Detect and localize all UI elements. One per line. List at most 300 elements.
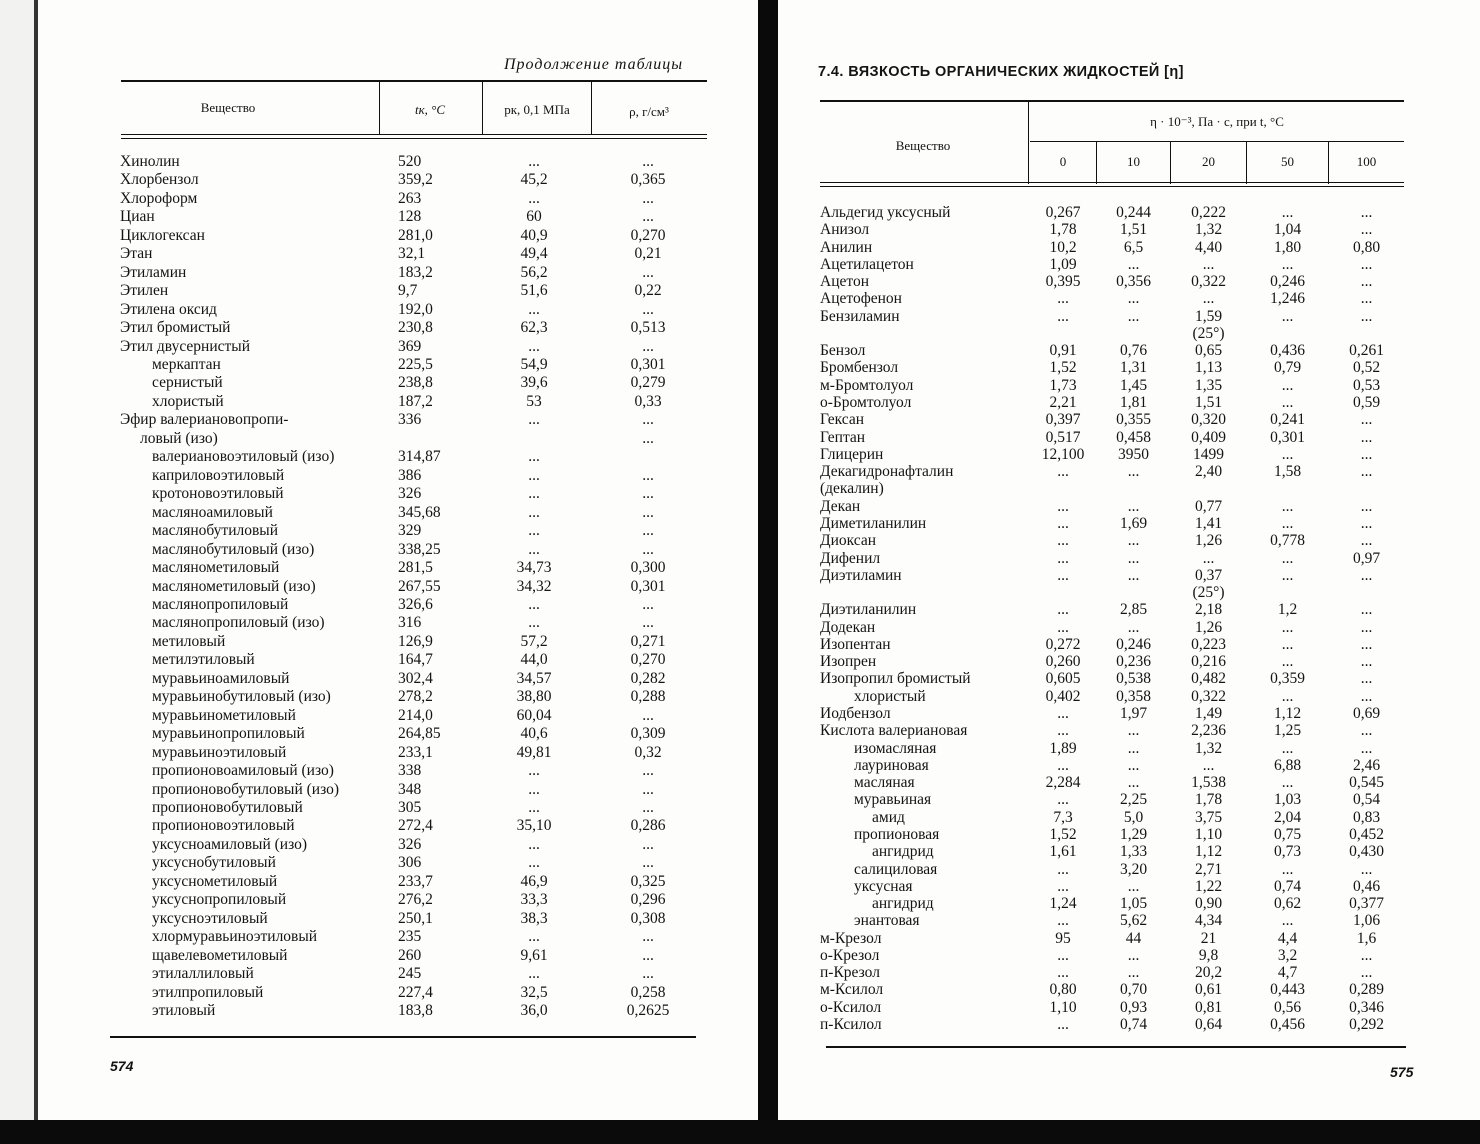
viscosity-value: 0,74	[1119, 1016, 1148, 1033]
critical-temperature: 267,55	[398, 578, 441, 595]
substance-name: Додекан	[820, 619, 876, 636]
critical-temperature: 225,5	[398, 356, 433, 373]
table-row	[38, 393, 758, 410]
viscosity-value: 2,85	[1119, 601, 1148, 618]
density: 0,32	[634, 744, 662, 761]
viscosity-value: ...	[1360, 532, 1373, 549]
table-row	[778, 325, 1480, 342]
viscosity-value: 0,244	[1116, 204, 1151, 221]
critical-temperature: 302,4	[398, 670, 433, 687]
viscosity-value: ...	[1281, 515, 1294, 532]
table-row	[778, 480, 1480, 497]
table-row	[778, 619, 1480, 636]
table-row	[778, 1016, 1480, 1033]
density: 0,21	[634, 245, 662, 262]
viscosity-value: 1,26	[1194, 619, 1223, 636]
substance-name: Диоксан	[820, 532, 877, 549]
viscosity-value: ...	[1127, 722, 1140, 739]
viscosity-value: ...	[1281, 394, 1294, 411]
density: 0,308	[630, 910, 666, 927]
critical-pressure: 44,0	[520, 651, 548, 668]
substance-name: пропионовобутиловый (изо)	[152, 781, 340, 798]
viscosity-value: 0,456	[1270, 1016, 1305, 1033]
density: 0,325	[630, 873, 666, 890]
table-row	[38, 227, 758, 244]
viscosity-value: ...	[1127, 290, 1140, 307]
substance-name: Этан	[120, 245, 153, 262]
substance-name: м-Бромтолуол	[820, 377, 914, 394]
viscosity-value: 1,59	[1194, 308, 1223, 325]
substance-name: этиловый	[152, 1002, 216, 1019]
substance-name: хлористый	[854, 688, 926, 705]
table-continuation-caption: Продолжение таблицы	[504, 56, 684, 73]
substance-name: Эфир валериановопропи-	[120, 411, 289, 428]
viscosity-value: ...	[1057, 878, 1069, 895]
critical-pressure: 38,3	[520, 910, 548, 927]
viscosity-value: ...	[1281, 774, 1294, 791]
critical-pressure: 33,3	[520, 891, 548, 908]
critical-pressure: 40,6	[520, 725, 548, 742]
substance-name: п-Крезол	[820, 964, 880, 981]
viscosity-value: ...	[1127, 740, 1140, 757]
table-row	[778, 273, 1480, 290]
right-page	[778, 0, 1480, 1120]
critical-pressure: 62,3	[520, 319, 548, 336]
header-top-rule	[121, 80, 707, 82]
header-temp-20: 20	[1202, 154, 1215, 169]
viscosity-value: 4,34	[1194, 912, 1223, 929]
substance-name: Циан	[120, 208, 155, 225]
critical-pressure: 38,80	[516, 688, 552, 705]
critical-temperature: 233,1	[398, 744, 433, 761]
density: ...	[642, 504, 654, 521]
critical-pressure: ...	[528, 190, 540, 207]
viscosity-value: ...	[1360, 498, 1373, 515]
critical-temperature: 314,87	[398, 448, 441, 465]
substance-name: Гептан	[820, 429, 866, 446]
viscosity-value: ...	[1127, 619, 1140, 636]
table-row	[38, 891, 758, 908]
table-row	[38, 356, 758, 373]
viscosity-value: 1,04	[1273, 221, 1302, 238]
critical-temperature: 336	[398, 411, 422, 428]
table-row	[778, 498, 1480, 515]
viscosity-value: 0,395	[1045, 273, 1081, 290]
viscosity-value: 1,33	[1119, 843, 1148, 860]
viscosity-value: 0,482	[1191, 670, 1226, 687]
critical-pressure: ...	[528, 928, 540, 945]
viscosity-value: 1,52	[1049, 359, 1077, 376]
viscosity-value: 0,289	[1349, 981, 1384, 998]
density: 0,2625	[626, 1002, 670, 1019]
density: ...	[642, 614, 654, 631]
header-bottom-rule	[121, 138, 707, 139]
viscosity-value: ...	[1360, 308, 1373, 325]
viscosity-value: ...	[1057, 912, 1069, 929]
viscosity-value: 1,32	[1194, 221, 1223, 238]
table-row	[778, 878, 1480, 895]
viscosity-value: 0,223	[1191, 636, 1226, 653]
critical-pressure: ...	[528, 338, 540, 355]
header-mid-rule	[820, 182, 1404, 183]
density: ...	[642, 799, 654, 816]
substance-name: Бензиламин	[820, 308, 900, 325]
critical-temperature: 345,68	[398, 504, 441, 521]
critical-pressure: ...	[528, 836, 540, 853]
table-row	[38, 208, 758, 225]
viscosity-value: 0,452	[1349, 826, 1384, 843]
viscosity-value: 0,320	[1191, 411, 1226, 428]
substance-name: пропионовая	[854, 826, 940, 843]
critical-pressure: 36,0	[520, 1002, 548, 1019]
viscosity-value: 7,3	[1053, 809, 1073, 826]
viscosity-value: ...	[1360, 290, 1373, 307]
substance-name: Глицерин	[820, 446, 884, 463]
substance-name: салициловая	[854, 861, 938, 878]
substance-name: (декалин)	[820, 480, 884, 497]
viscosity-value: ...	[1281, 308, 1294, 325]
critical-pressure: 53	[526, 393, 542, 410]
viscosity-value: 0,356	[1116, 273, 1151, 290]
critical-temperature: 348	[398, 781, 422, 798]
viscosity-value: 1,61	[1049, 843, 1077, 860]
viscosity-value: 0,97	[1352, 550, 1381, 567]
viscosity-value: 1,51	[1119, 221, 1148, 238]
substance-name: метиловый	[152, 633, 226, 650]
viscosity-value: 0,292	[1349, 1016, 1384, 1033]
density: 0,279	[630, 374, 666, 391]
substance-name: хлормуравьиноэтиловый	[152, 928, 318, 945]
viscosity-value: ...	[1360, 221, 1373, 238]
density: 0,288	[630, 688, 666, 705]
table-row	[778, 912, 1480, 929]
table-row	[778, 636, 1480, 653]
viscosity-value: ...	[1360, 619, 1373, 636]
viscosity-value: 0,37	[1194, 567, 1223, 584]
viscosity-value: 0,64	[1194, 1016, 1223, 1033]
density: ...	[642, 208, 654, 225]
table-row	[778, 999, 1480, 1016]
substance-name: этилаллиловый	[152, 965, 254, 982]
substance-name: маслянопропиловый (изо)	[152, 614, 325, 631]
viscosity-value: 1,80	[1273, 239, 1302, 256]
critical-pressure: 32,5	[520, 984, 548, 1001]
viscosity-value: ...	[1057, 308, 1069, 325]
critical-temperature: 192,0	[398, 301, 433, 318]
viscosity-value: 1,45	[1119, 377, 1148, 394]
density: 0,365	[630, 171, 666, 188]
density: 0,270	[630, 227, 666, 244]
viscosity-value: 0,409	[1191, 429, 1226, 446]
header-sub-rule	[1030, 141, 1404, 142]
viscosity-value: 4,40	[1194, 239, 1223, 256]
viscosity-value: ...	[1127, 550, 1140, 567]
table-row	[38, 688, 758, 705]
critical-pressure: 57,2	[520, 633, 548, 650]
critical-temperature: 250,1	[398, 910, 433, 927]
viscosity-value: 6,88	[1273, 757, 1302, 774]
substance-name: о-Ксилол	[820, 999, 882, 1016]
critical-temperature: 276,2	[398, 891, 433, 908]
density: ...	[642, 596, 654, 613]
viscosity-value: 2,25	[1119, 791, 1148, 808]
table-row	[38, 651, 758, 668]
viscosity-value: 0,358	[1116, 688, 1151, 705]
table-row	[778, 670, 1480, 687]
viscosity-value: ...	[1127, 878, 1140, 895]
critical-pressure: 60	[526, 208, 542, 225]
viscosity-value: ...	[1127, 498, 1140, 515]
page-number: 574	[110, 1058, 134, 1074]
density: ...	[642, 430, 654, 447]
viscosity-value: ...	[1057, 550, 1069, 567]
table-row	[38, 153, 758, 170]
substance-name: энантовая	[854, 912, 920, 929]
viscosity-value: 2,40	[1194, 463, 1223, 480]
critical-pressure: ...	[528, 153, 540, 170]
critical-temperature: 214,0	[398, 707, 433, 724]
viscosity-value: 0,517	[1045, 429, 1081, 446]
critical-pressure: ...	[528, 448, 540, 465]
table-row	[38, 245, 758, 262]
viscosity-value: 3,2	[1277, 947, 1298, 964]
viscosity-value: 1,58	[1273, 463, 1302, 480]
critical-pressure: ...	[528, 504, 540, 521]
viscosity-value: 20,2	[1194, 964, 1223, 981]
table-row	[778, 204, 1480, 221]
critical-temperature: 227,4	[398, 984, 433, 1001]
critical-pressure: 34,32	[516, 578, 552, 595]
density: 0,301	[630, 578, 666, 595]
left-page	[38, 0, 758, 1120]
viscosity-value: 0,261	[1349, 342, 1384, 359]
viscosity-value: 1,13	[1194, 359, 1223, 376]
viscosity-value: 2,18	[1194, 601, 1223, 618]
substance-name: Декагидронафталин	[820, 463, 954, 480]
viscosity-value: 0,377	[1349, 895, 1384, 912]
critical-temperature: 260	[398, 947, 422, 964]
viscosity-value: ...	[1281, 550, 1294, 567]
viscosity-value: ...	[1360, 740, 1373, 757]
substance-name: муравьиноамиловый	[152, 670, 290, 687]
viscosity-value: 1,31	[1119, 359, 1148, 376]
viscosity-value: ...	[1127, 774, 1140, 791]
viscosity-value: 0,246	[1116, 636, 1151, 653]
viscosity-value: ...	[1281, 912, 1294, 929]
viscosity-value: 0,52	[1352, 359, 1381, 376]
table-row	[38, 707, 758, 724]
viscosity-value: 1,22	[1194, 878, 1223, 895]
viscosity-value: ...	[1360, 446, 1373, 463]
substance-name: Циклогексан	[120, 227, 205, 244]
viscosity-value: ...	[1057, 498, 1069, 515]
critical-pressure: ...	[528, 467, 540, 484]
viscosity-value: ...	[1360, 567, 1373, 584]
table-row	[778, 584, 1480, 601]
viscosity-value: 1,10	[1049, 999, 1077, 1016]
table-row	[38, 264, 758, 281]
substance-name: Бензол	[820, 342, 866, 359]
substance-name: Декан	[820, 498, 861, 515]
density: ...	[642, 836, 654, 853]
viscosity-value: ...	[1360, 411, 1373, 428]
substance-name: маслянометиловый (изо)	[152, 578, 316, 595]
table-row	[778, 981, 1480, 998]
viscosity-value: 1,78	[1194, 791, 1223, 808]
substance-name: Бромбензол	[820, 359, 899, 376]
header-substance: Вещество	[895, 138, 951, 153]
critical-temperature: 305	[398, 799, 422, 816]
critical-temperature: 329	[398, 522, 422, 539]
viscosity-value: ...	[1281, 498, 1294, 515]
table-row	[778, 740, 1480, 757]
viscosity-value: 3950	[1118, 446, 1149, 463]
viscosity-value: 0,77	[1194, 498, 1223, 515]
critical-temperature: 187,2	[398, 393, 433, 410]
viscosity-value: 5,0	[1123, 809, 1144, 826]
viscosity-value: 2,21	[1049, 394, 1077, 411]
table-row	[778, 532, 1480, 549]
viscosity-value: 1,49	[1194, 705, 1223, 722]
table-row	[778, 446, 1480, 463]
viscosity-value: 0,359	[1270, 670, 1305, 687]
density: 0,309	[630, 725, 666, 742]
critical-pressure: ...	[528, 301, 540, 318]
viscosity-value: 0,260	[1045, 653, 1081, 670]
table-row	[38, 947, 758, 964]
viscosity-value: 2,71	[1194, 861, 1223, 878]
header-rho: ρ, г/см³	[629, 104, 669, 119]
viscosity-value: 0,69	[1352, 705, 1381, 722]
viscosity-value: 1,538	[1191, 774, 1226, 791]
viscosity-value: 1,89	[1049, 740, 1077, 757]
table-row	[778, 947, 1480, 964]
density: ...	[642, 781, 654, 798]
viscosity-value: 1,06	[1352, 912, 1381, 929]
critical-temperature: 183,8	[398, 1002, 433, 1019]
table-row	[778, 308, 1480, 325]
critical-pressure: 45,2	[520, 171, 548, 188]
density: ...	[642, 541, 654, 558]
viscosity-value: 0,76	[1119, 342, 1148, 359]
table-row	[778, 895, 1480, 912]
viscosity-value: 1,26	[1194, 532, 1223, 549]
viscosity-value: 0,90	[1194, 895, 1223, 912]
viscosity-value: 0,61	[1194, 981, 1223, 998]
viscosity-value: ...	[1281, 636, 1294, 653]
substance-name: пропионовобутиловый	[152, 799, 303, 816]
viscosity-value: 44	[1125, 930, 1142, 947]
substance-name: муравьиноэтиловый	[152, 744, 287, 761]
substance-name: муравьинометиловый	[152, 707, 296, 724]
critical-temperature: 326,6	[398, 596, 433, 613]
density: ...	[642, 338, 654, 355]
viscosity-value: 0,272	[1045, 636, 1081, 653]
viscosity-value: 0,545	[1349, 774, 1384, 791]
viscosity-value: 4,7	[1277, 964, 1298, 981]
table-row	[38, 633, 758, 650]
viscosity-value: 0,458	[1116, 429, 1151, 446]
table-row	[38, 854, 758, 871]
viscosity-value: 0,241	[1270, 411, 1305, 428]
table-row	[778, 826, 1480, 843]
density: ...	[642, 707, 654, 724]
viscosity-value: 95	[1055, 930, 1071, 947]
critical-temperature: 338	[398, 762, 422, 779]
viscosity-value: 0,605	[1045, 670, 1081, 687]
page-number: 575	[1390, 1064, 1414, 1080]
viscosity-value: 1,41	[1194, 515, 1223, 532]
viscosity-value: 2,04	[1273, 809, 1302, 826]
substance-name: меркаптан	[152, 356, 221, 373]
viscosity-value: 9,8	[1198, 947, 1219, 964]
viscosity-value: ...	[1360, 670, 1373, 687]
critical-pressure: ...	[528, 762, 540, 779]
critical-temperature: 263	[398, 190, 422, 207]
viscosity-value: ...	[1360, 273, 1373, 290]
table-row	[778, 515, 1480, 532]
viscosity-value: 0,267	[1045, 204, 1081, 221]
table-row	[38, 301, 758, 318]
viscosity-value: 0,80	[1049, 981, 1077, 998]
critical-pressure: 49,81	[516, 744, 552, 761]
critical-temperature: 520	[398, 153, 422, 170]
critical-pressure: 46,9	[520, 873, 548, 890]
viscosity-value: ...	[1360, 947, 1373, 964]
table-row	[38, 817, 758, 834]
critical-pressure: 9,61	[520, 947, 548, 964]
substance-name: Этиламин	[120, 264, 187, 281]
viscosity-value: ...	[1057, 532, 1069, 549]
table-row	[778, 791, 1480, 808]
viscosity-value: 0,53	[1352, 377, 1381, 394]
critical-temperature: 338,25	[398, 541, 441, 558]
critical-pressure: 34,57	[516, 670, 552, 687]
viscosity-value: 0,355	[1116, 411, 1151, 428]
substance-name: Дифенил	[820, 550, 881, 567]
viscosity-value: 1,09	[1049, 256, 1077, 273]
viscosity-value: ...	[1281, 740, 1294, 757]
density: 0,296	[630, 891, 666, 908]
table-row	[38, 411, 758, 428]
viscosity-value: 1,25	[1273, 722, 1302, 739]
viscosity-value: 0,70	[1119, 981, 1148, 998]
table-row	[778, 429, 1480, 446]
viscosity-value: 0,397	[1045, 411, 1081, 428]
density: 0,286	[630, 817, 666, 834]
table-row	[778, 342, 1480, 359]
viscosity-value: 1,03	[1273, 791, 1302, 808]
viscosity-value: ...	[1127, 463, 1140, 480]
viscosity-value: ...	[1057, 290, 1069, 307]
density: 0,33	[634, 393, 662, 410]
viscosity-value: ...	[1057, 515, 1069, 532]
critical-temperature: 278,2	[398, 688, 433, 705]
substance-name: маслянобутиловый	[152, 522, 278, 539]
table-row	[778, 861, 1480, 878]
viscosity-value: 0,402	[1045, 688, 1081, 705]
density: ...	[642, 264, 654, 281]
substance-name: пропионовоэтиловый	[152, 817, 295, 834]
density: 0,301	[630, 356, 666, 373]
critical-temperature: 306	[398, 854, 422, 871]
density: ...	[642, 947, 654, 964]
viscosity-value: ...	[1057, 791, 1069, 808]
viscosity-value: ...	[1360, 256, 1373, 273]
substance-name: маслянопропиловый	[152, 596, 289, 613]
viscosity-value: ...	[1360, 861, 1373, 878]
table-row	[778, 774, 1480, 791]
